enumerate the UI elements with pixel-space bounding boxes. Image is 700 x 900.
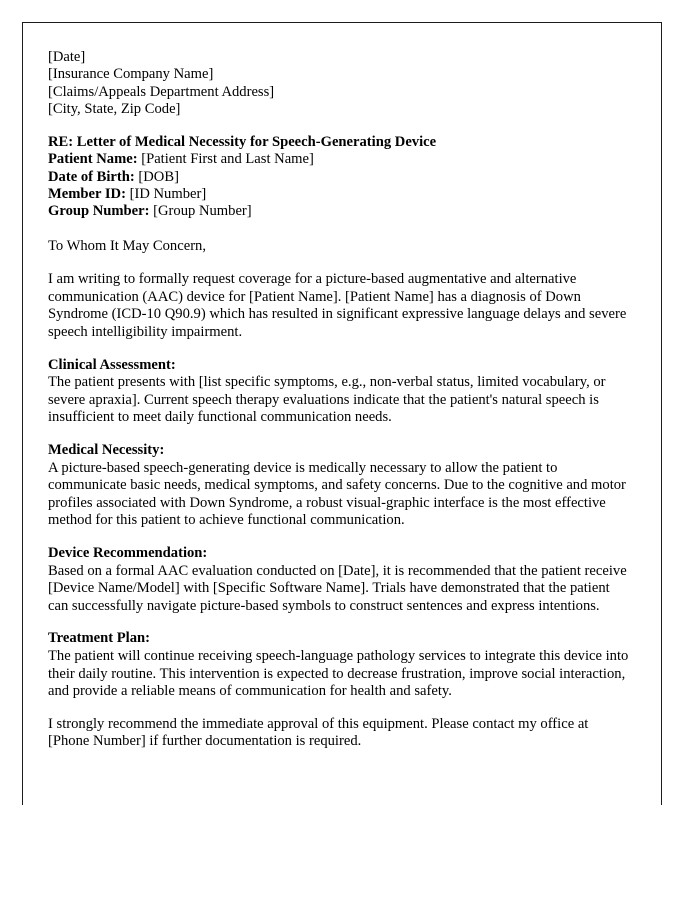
section-body-device-recommendation: Based on a formal AAC evaluation conducted on [Date], it is recommended that the patient receive [Device Name/Model] with [Specific Software Name]. Trials have demonstrated that the patient can successfully navigate picture-based symbols to construct sentences and express intentions. <box>48 562 627 614</box>
patient-field-dob-value: [DOB] <box>138 168 179 185</box>
salutation-block <box>48 238 651 256</box>
section-heading-device-recommendation: Device Recommendation: <box>48 544 208 561</box>
opening-paragraph-block <box>48 271 651 341</box>
patient-field-name <box>48 151 651 168</box>
section-clinical-assessment <box>48 357 651 427</box>
closing-paragraph-block <box>48 716 651 751</box>
recipient-address-block <box>48 49 651 118</box>
section-heading-treatment-plan: Treatment Plan: <box>48 630 150 647</box>
section-heading-clinical-assessment: Clinical Assessment: <box>48 356 176 373</box>
address-line-department: [Claims/Appeals Department Address] <box>48 83 275 100</box>
section-medical-necessity <box>48 442 651 530</box>
patient-field-member-id <box>48 186 651 203</box>
patient-field-group-number-value: [Group Number] <box>153 203 252 220</box>
section-body-clinical-assessment: The patient presents with [list specific symptoms, e.g., non-verbal status, limited vocabulary, or severe apraxia]. Current speech therapy evaluations indicate that the patient's natural speech is insufficient to meet daily functional communication needs. <box>48 374 606 426</box>
opening-paragraph: I am writing to formally request coverage for a picture-based augmentative and alternative communication (AAC) device for [Patient Name]. [Patient Name] has a diagnosis of Down Syndrome (ICD-10 Q90.9) which has resulted in significant expressive language delays and severe speech intelligibility impairment. <box>48 271 627 341</box>
address-line-city-state-zip: [City, State, Zip Code] <box>48 100 181 117</box>
closing-paragraph: I strongly recommend the immediate approval of this equipment. Please contact my office at [Phone Number] if further documentation is required. <box>48 715 589 750</box>
patient-field-group-number <box>48 203 651 220</box>
patient-field-dob <box>48 169 651 186</box>
reference-and-patient-block <box>48 134 651 220</box>
patient-field-dob-label: Date of Birth: <box>48 168 135 185</box>
reference-line: RE: Letter of Medical Necessity for Speech-Generating Device <box>48 134 437 151</box>
section-treatment-plan <box>48 630 651 700</box>
letter-body <box>23 23 661 751</box>
patient-field-member-id-label: Member ID: <box>48 186 126 203</box>
patient-field-group-number-label: Group Number: <box>48 203 150 220</box>
address-line-date: [Date] <box>48 49 86 65</box>
document-page <box>22 22 662 805</box>
salutation: To Whom It May Concern, <box>48 237 206 254</box>
patient-field-name-value: [Patient First and Last Name] <box>141 151 314 168</box>
section-body-medical-necessity: A picture-based speech-generating device is medically necessary to allow the patient to communicate basic needs, medical symptoms, and safety concerns. Due to the cognitive and motor profiles associated with Down Syndrome, a robust visual-graphic interface is the most effective method for this patient to achieve functional communication. <box>48 459 626 529</box>
address-line-company: [Insurance Company Name] <box>48 66 214 83</box>
section-heading-medical-necessity: Medical Necessity: <box>48 442 165 459</box>
patient-field-name-label: Patient Name: <box>48 151 138 168</box>
section-body-treatment-plan: The patient will continue receiving speech-language pathology services to integrate this device into their daily routine. This intervention is expected to decrease frustration, improve social interaction, and provide a reliable means of communication for health and safety. <box>48 647 629 700</box>
section-device-recommendation <box>48 545 651 615</box>
patient-field-member-id-value: [ID Number] <box>129 186 207 203</box>
